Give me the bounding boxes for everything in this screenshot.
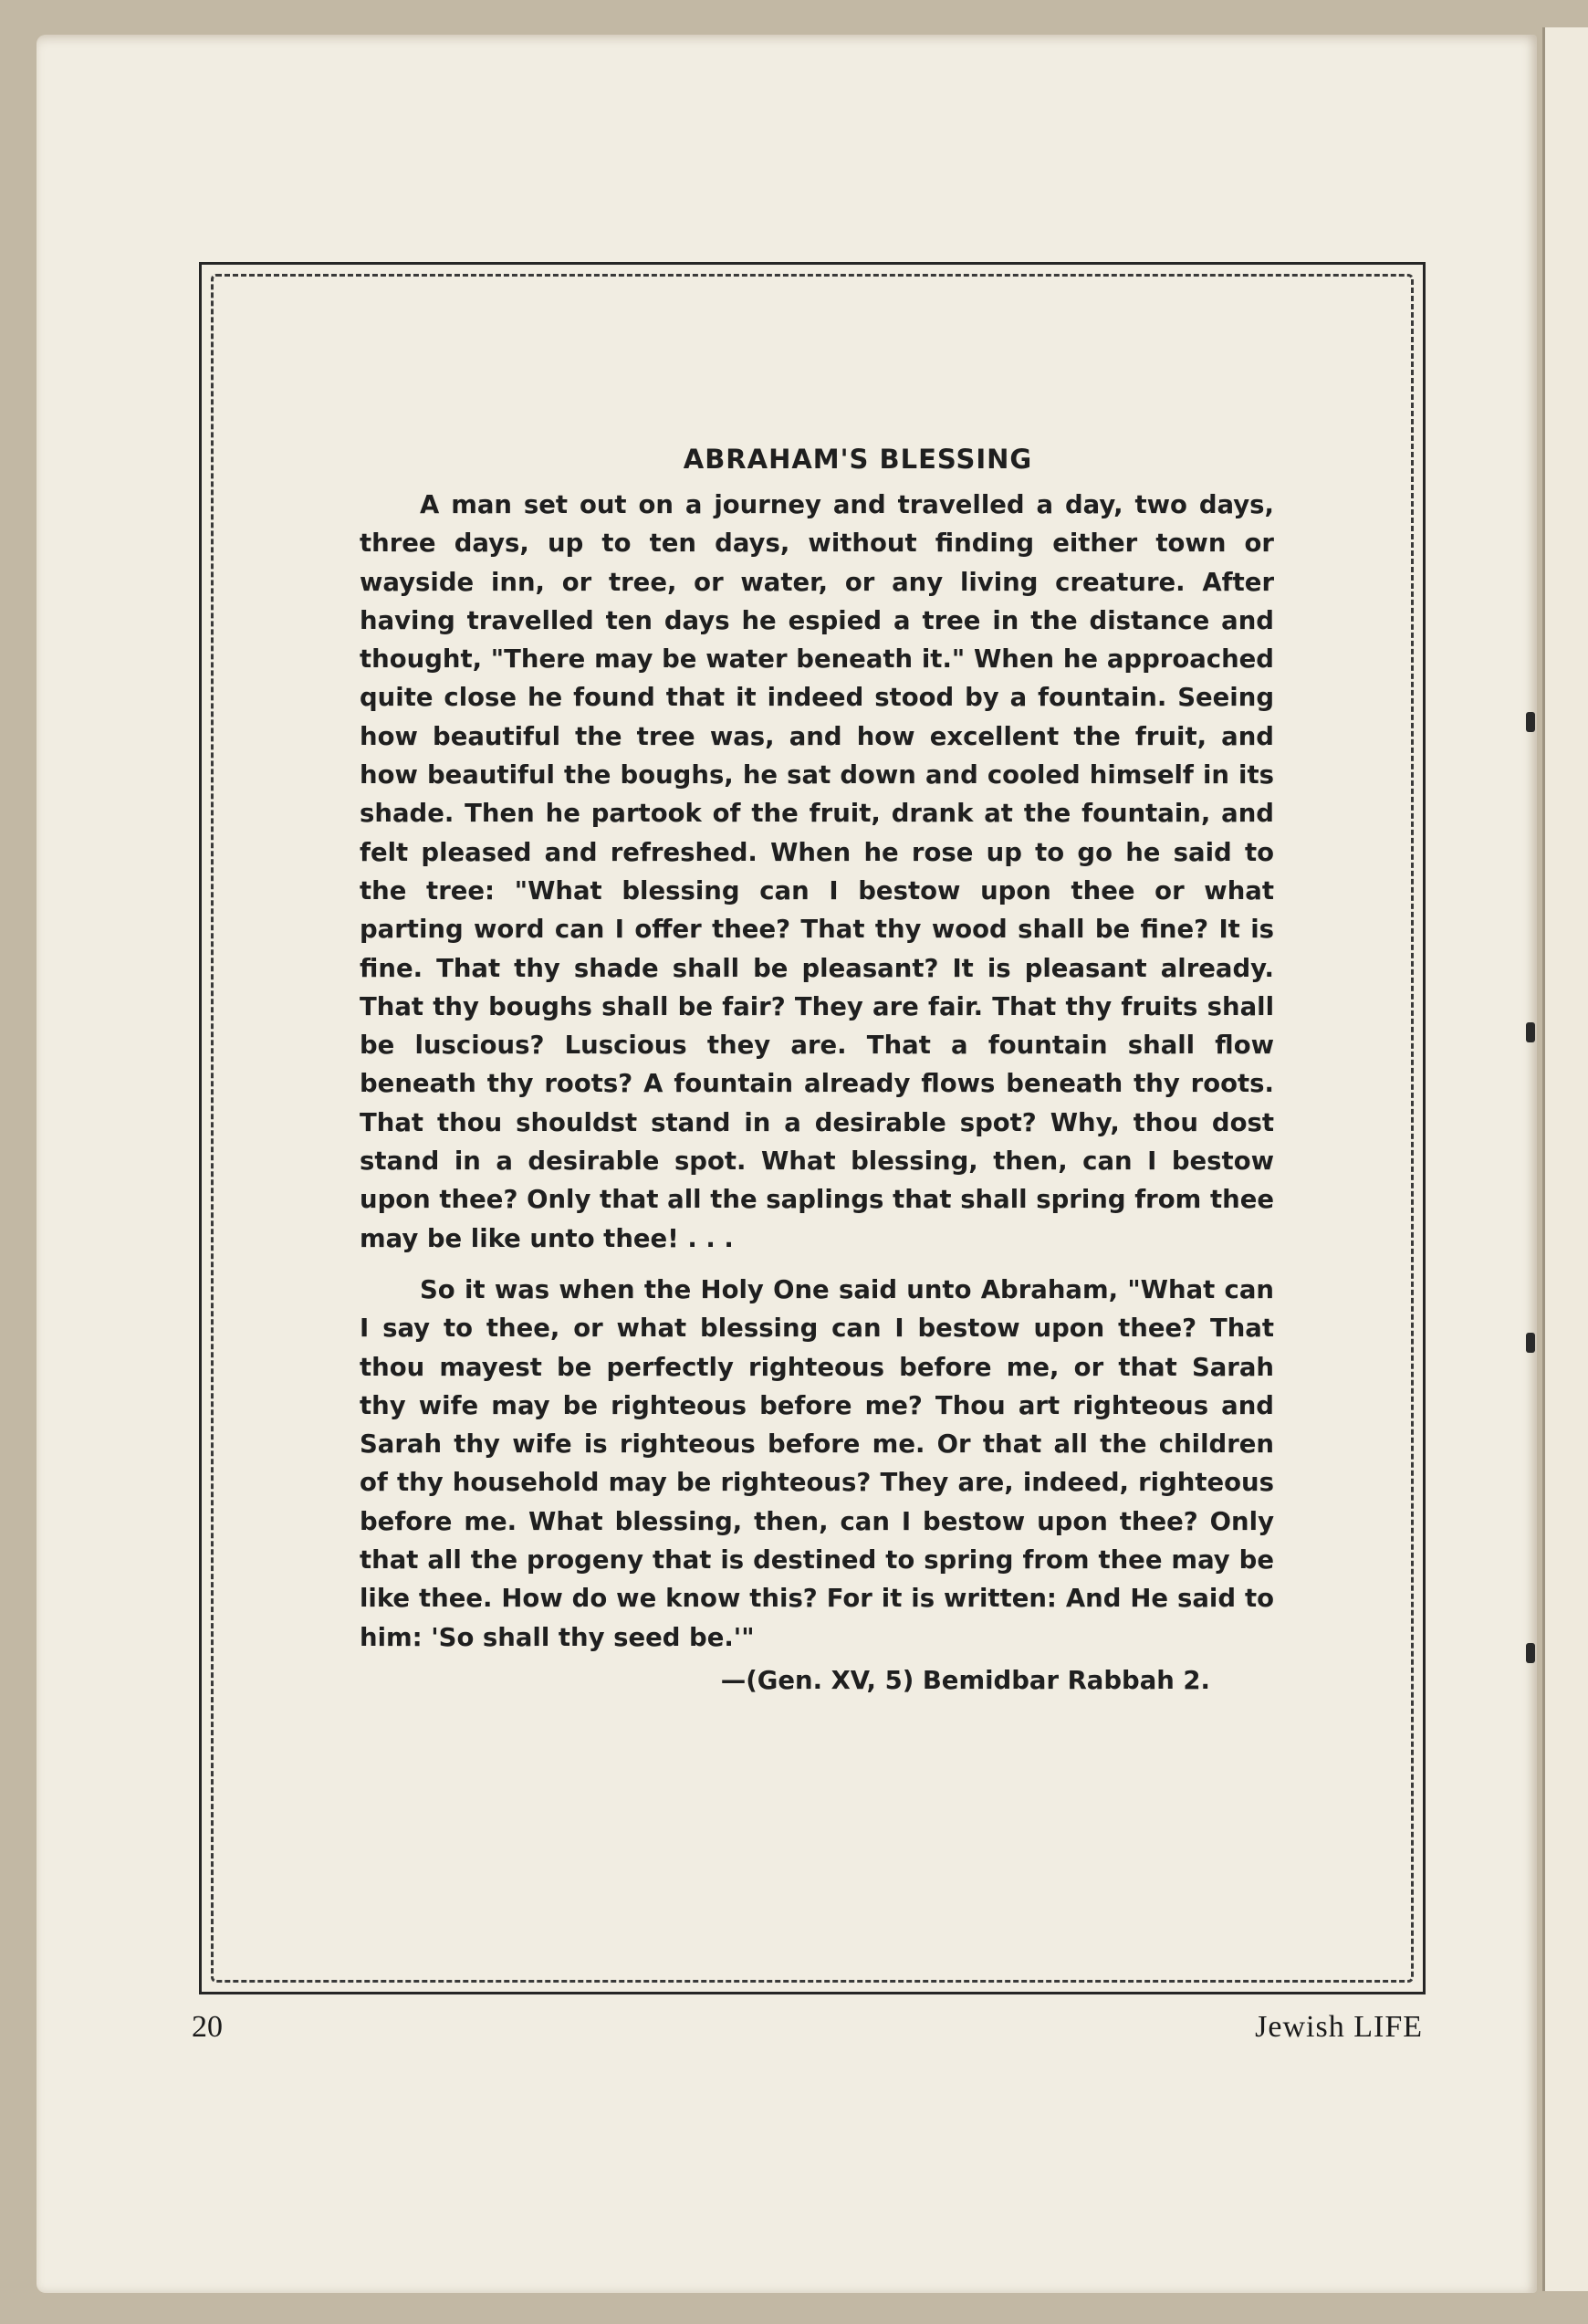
article-title: ABRAHAM'S BLESSING [683, 444, 1033, 475]
article-content [360, 444, 1274, 1695]
article-citation: —(Gen. XV, 5) Bemidbar Rabbah 2. [720, 1665, 1210, 1695]
adjacent-page-edge [1542, 27, 1588, 2291]
magazine-title: Jewish LIFE [1255, 2010, 1423, 2044]
page-number: 20 [192, 2010, 223, 2044]
article-paragraph-1: A man set out on a journey and travelled a day, two days, three days, up to ten days, without finding either town or wayside inn, or tree, or water, or any living creature. After having travelled ten days he espied a tree in the distance and thought, "There may be water beneath it." When he approached quite close he found that it indeed stood by a fountain. Seeing how beautiful the tree was, and how excellent the fruit, and how beautiful the boughs, he sat down and cooled himself in its shade. Then he partook of the fruit, drank at the fountain, and felt pleased and refreshed. When he rose up to go he said to the tree: "What blessing can I bestow upon thee or what parting word can I offer thee? That thy wood shall be fine? It is fine. That thy shade shall be pleasant? It is pleasant already. That thy boughs shall be fair? They are fair. That thy fruits shall be luscious? Luscious they are. That a fountain shall flow beneath thy roots? A fountain already flows beneath thy roots. That thou shouldst stand in a desirable spot? Why, thou dost stand in a desirable spot. What blessing, then, can I bestow upon thee? Only that all the saplings that shall spring from thee may be like unto thee! . . . [360, 490, 1274, 1253]
binding-stitches [1526, 639, 1539, 1734]
article-paragraph-2: So it was when the Holy One said unto Abraham, "What can I say to thee, or what blessing can I bestow upon thee? That thou mayest be perfectly righteous before me, or that Sarah thy wife may be righteous before me? Thou art righteous and Sarah thy wife is righteous before me. Or that all the children of thy household may be righteous? They are, indeed, righteous before me. What blessing, then, can I bestow upon thee? Only that all the progeny that is destined to spring from thee may be like thee. How do we know this? For it is written: And He said to him: 'So shall thy seed be.'" [360, 1274, 1274, 1652]
